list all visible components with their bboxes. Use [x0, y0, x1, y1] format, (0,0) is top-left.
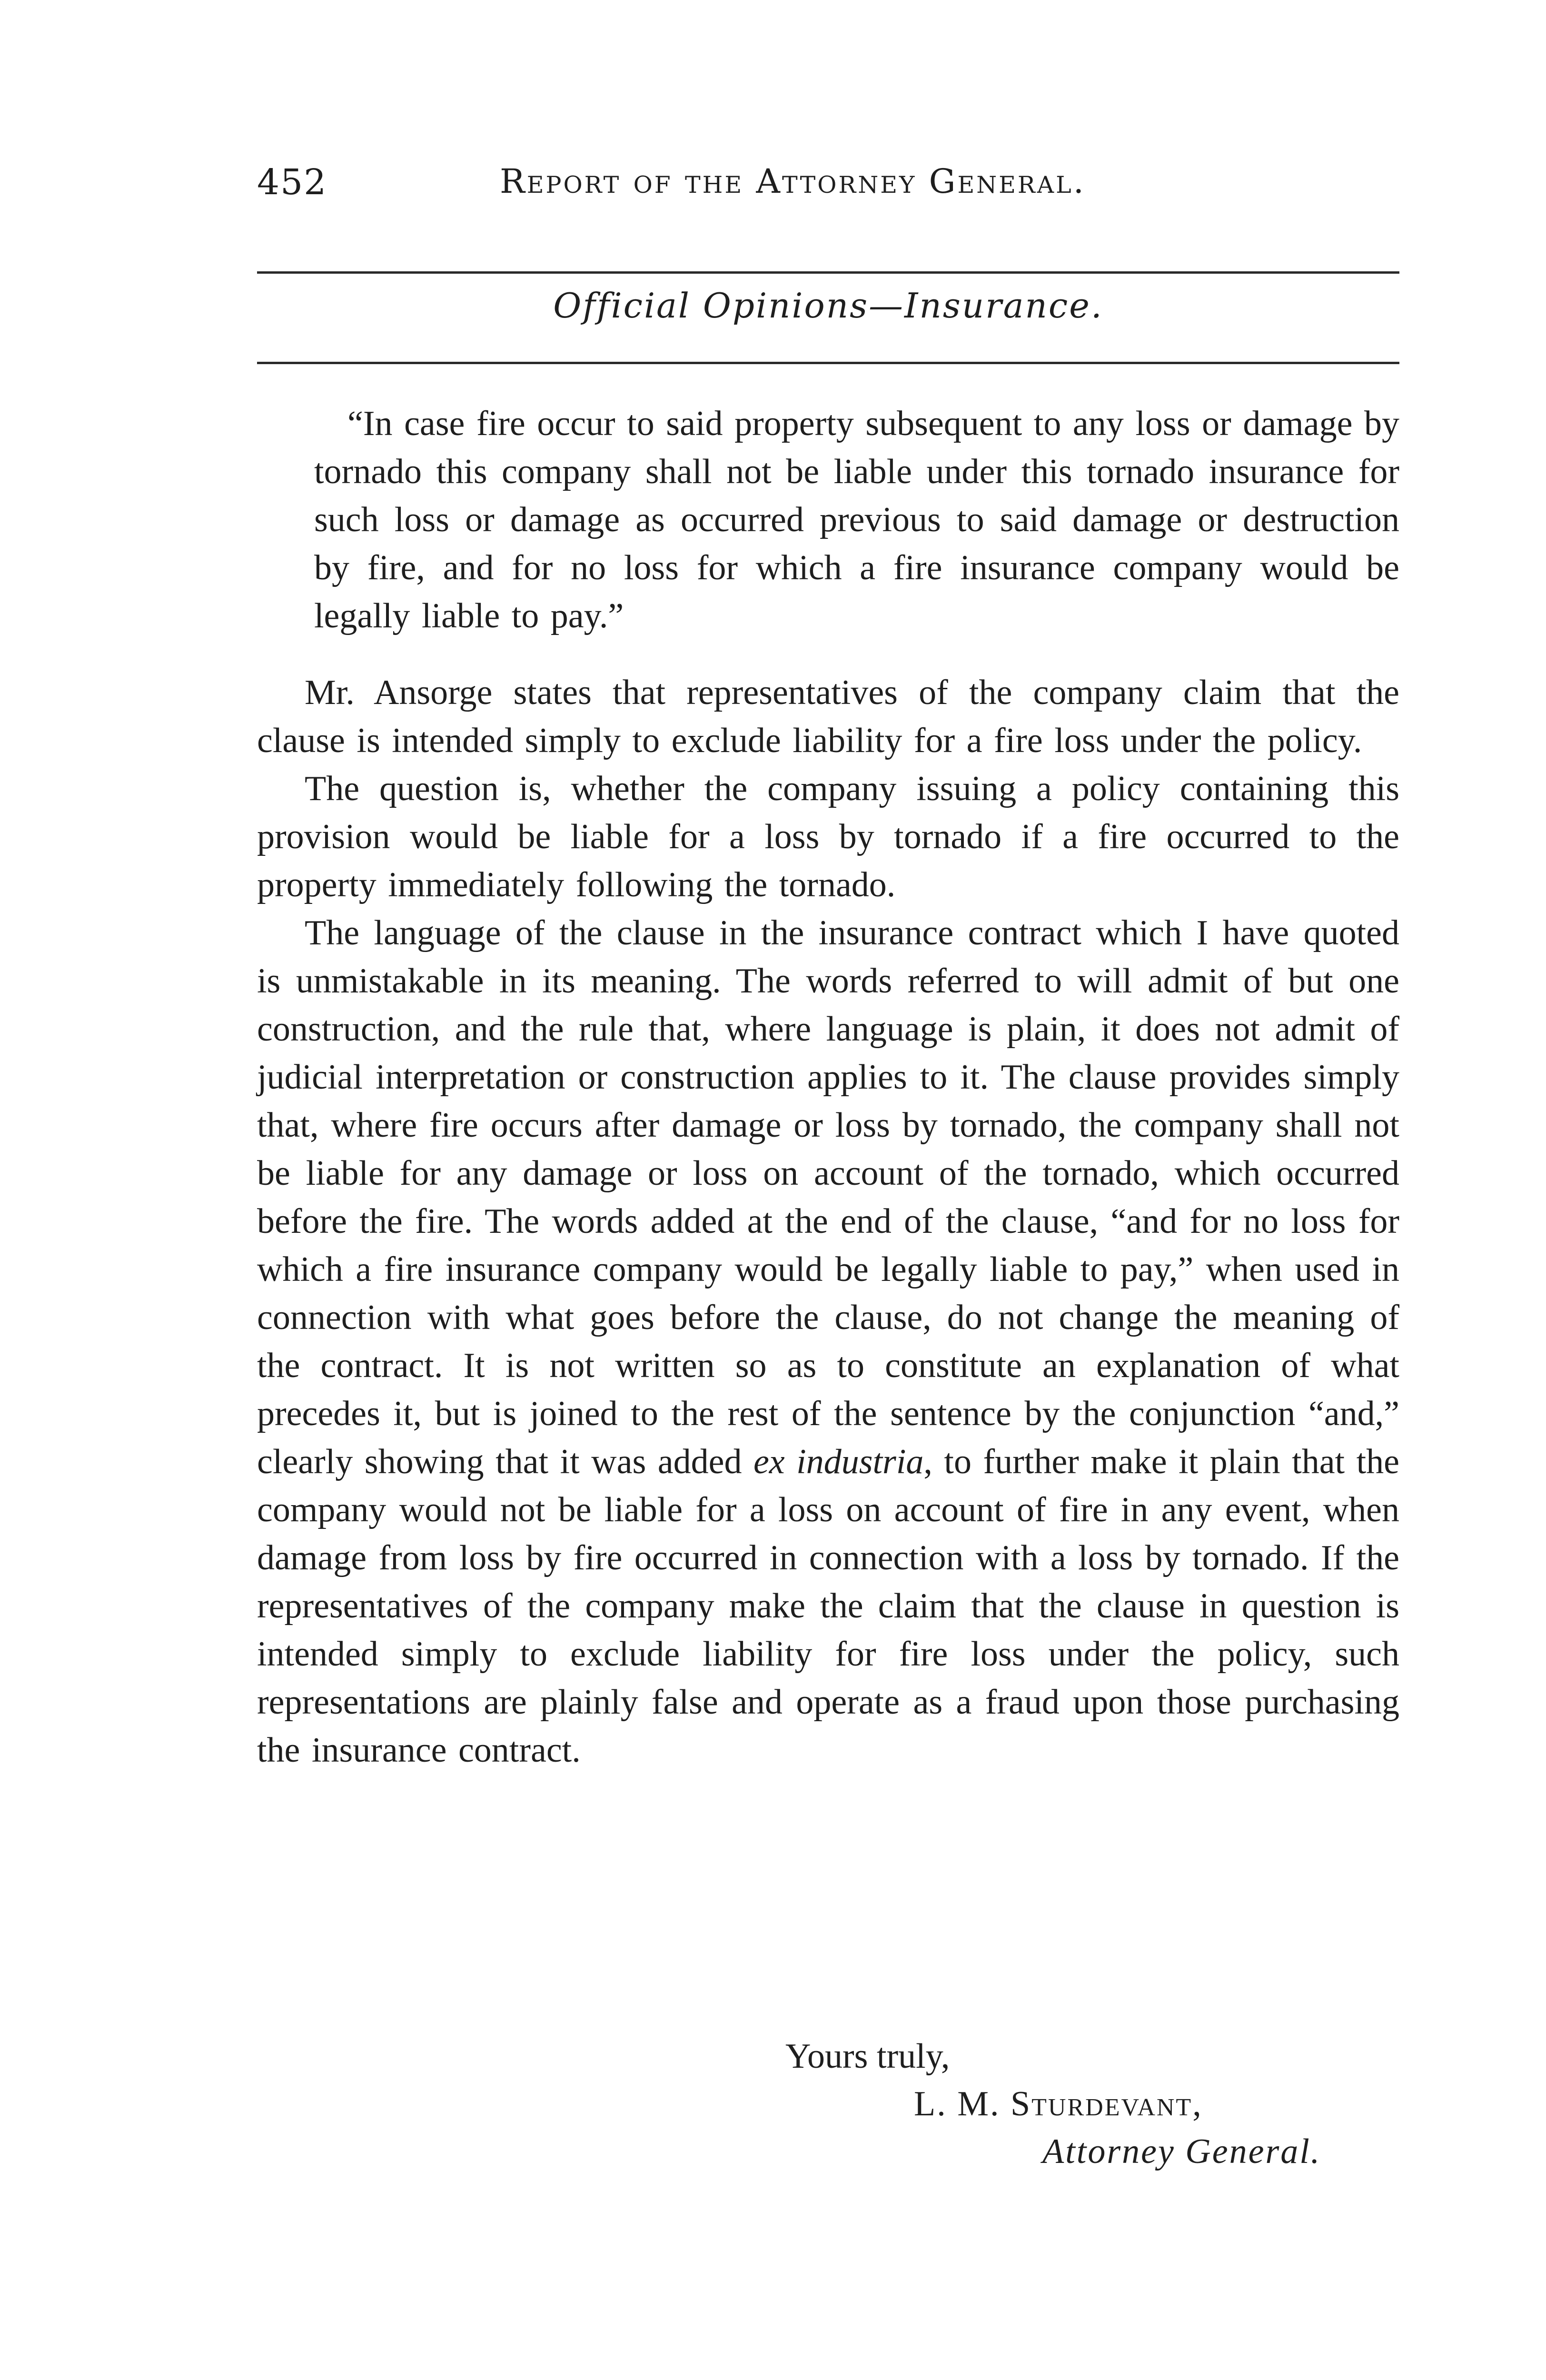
salutation: Yours truly,	[785, 2037, 950, 2076]
header-rule-top	[257, 271, 1399, 274]
paragraph-opinion-part-1: The language of the clause in the insurance contract which I have quoted is unmistakable in its meaning. The words referred to will admit of but one construction, and the rule that, where language is plain, it does not admit of judicial interpretation or construction applies to it. The clause provides simply that, where fire occurs after damage or loss by tornado, the company shall not be liable for any damage or loss on account of the tornado, which occurred before the fire. The words added at the end of the clause, “and for no loss for which a fire insurance company would be legally liable to pay,” when used in connection with what goes before the clause, do not change the meaning of the contract. It is not written so as to constitute an explanation of what precedes it, but is joined to the rest of the sentence by the conjunction “and,” clearly showing that it was added	[257, 913, 1399, 1481]
paragraph-opinion-part-2: , to further make it plain that the company would not be liable for a loss on account of fire in any event, when damage from loss by fire occurred in connection with a loss by tornado. If the representatives of the company make the claim that the clause in question is intended simply to exclude liability for fire loss under the policy, such representations are plainly false and operate as a fraud upon those purchasing the insurance contract.	[257, 1442, 1400, 1770]
latin-phrase: ex industria	[753, 1442, 924, 1481]
section-title: Official Opinions—Insurance.	[553, 286, 1103, 326]
paragraph-ansorge: Mr. Ansorge states that representatives of the company claim that the clause is intended simply to exclude liability for a fire loss under the policy.	[257, 673, 1399, 760]
body-text	[257, 400, 1399, 1775]
signatory-name: L. M. Sturdevant,	[914, 2084, 1203, 2123]
signature-block	[785, 2033, 1404, 2175]
paragraph-question: The question is, whether the company issuing a policy containing this provision would be liable for a loss by tornado if a fire occurred to the property immediately following the tornado.	[257, 769, 1399, 904]
page-number: 452	[257, 162, 327, 203]
quoted-clause: “In case fire occur to said property subsequent to any loss or damage by tornado this company shall not be liable under this tornado insurance for such loss or damage as occurred previous to said damage or destruction by fire, and for no loss for which a fire insurance company would be legally liable to pay.”	[314, 404, 1399, 635]
running-title: Report of the Attorney General.	[500, 162, 1086, 201]
page-header	[257, 162, 1399, 214]
paragraph-opinion	[257, 909, 1399, 1775]
signatory-title: Attorney General.	[1042, 2132, 1321, 2171]
header-rule-bottom	[257, 362, 1399, 364]
